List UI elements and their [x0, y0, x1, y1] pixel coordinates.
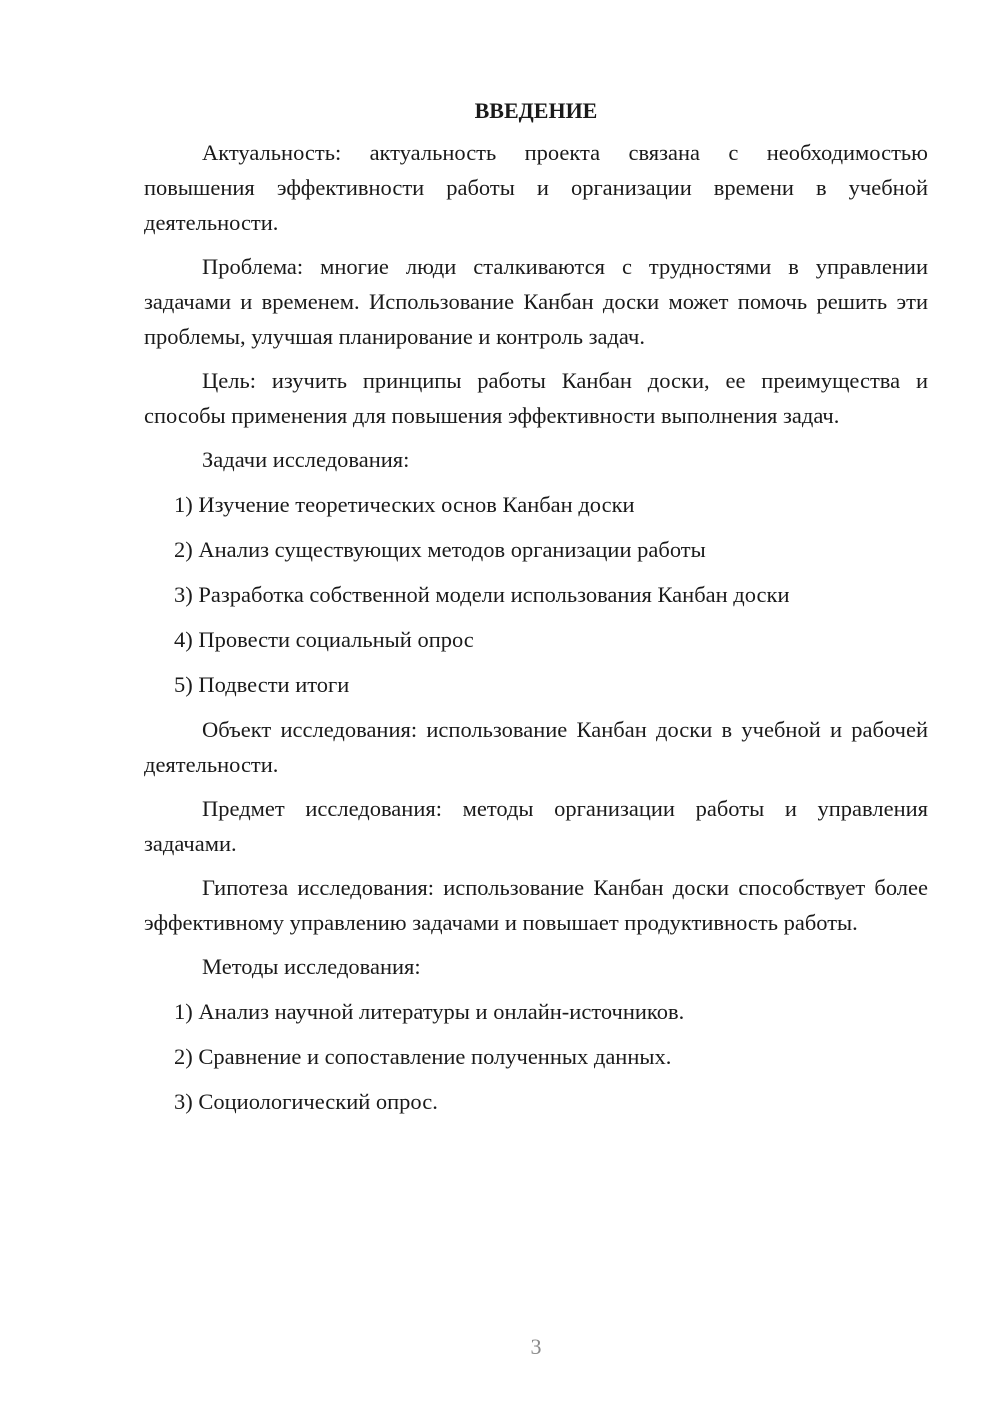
problem-paragraph: Проблема: многие люди сталкиваются с трудностями в управлении задачами и временем. Использование Канбан доски может помочь решить эти проблемы, улучшая планирование и контроль задач. [144, 254, 928, 349]
list-item: 4) Провести социальный опрос [174, 627, 474, 652]
methods-list [144, 994, 928, 1119]
list-item: 3) Социологический опрос. [174, 1089, 438, 1114]
list-item: 2) Сравнение и сопоставление полученных данных. [174, 1044, 672, 1069]
page-number: 3 [530, 1334, 542, 1359]
page-content [144, 96, 928, 1129]
list-item: 5) Подвести итоги [174, 672, 350, 697]
list-item: 1) Анализ научной литературы и онлайн-источников. [174, 999, 685, 1024]
list-item: 1) Изучение теоретических основ Канбан доски [174, 492, 635, 517]
section-heading: ВВЕДЕНИЕ [474, 98, 598, 123]
goal-paragraph: Цель: изучить принципы работы Канбан доски, ее преимущества и способы применения для повышения эффективности выполнения задач. [144, 368, 928, 428]
list-item: 2) Анализ существующих методов организации работы [174, 537, 706, 562]
tasks-list [144, 487, 928, 702]
tasks-title: Задачи исследования: [202, 447, 410, 472]
methods-title: Методы исследования: [202, 954, 421, 979]
object-paragraph: Объект исследования: использование Канбан доски в учебной и рабочей деятельности. [144, 717, 928, 777]
relevance-paragraph: Актуальность: актуальность проекта связана с необходимостью повышения эффективности работы и организации времени в учебной деятельности. [144, 140, 928, 235]
subject-paragraph: Предмет исследования: методы организации работы и управления задачами. [144, 796, 928, 856]
hypothesis-paragraph: Гипотеза исследования: использование Канбан доски способствует более эффективному управлению задачами и повышает продуктивность работы. [144, 875, 928, 935]
list-item: 3) Разработка собственной модели использования Канбан доски [174, 582, 790, 607]
